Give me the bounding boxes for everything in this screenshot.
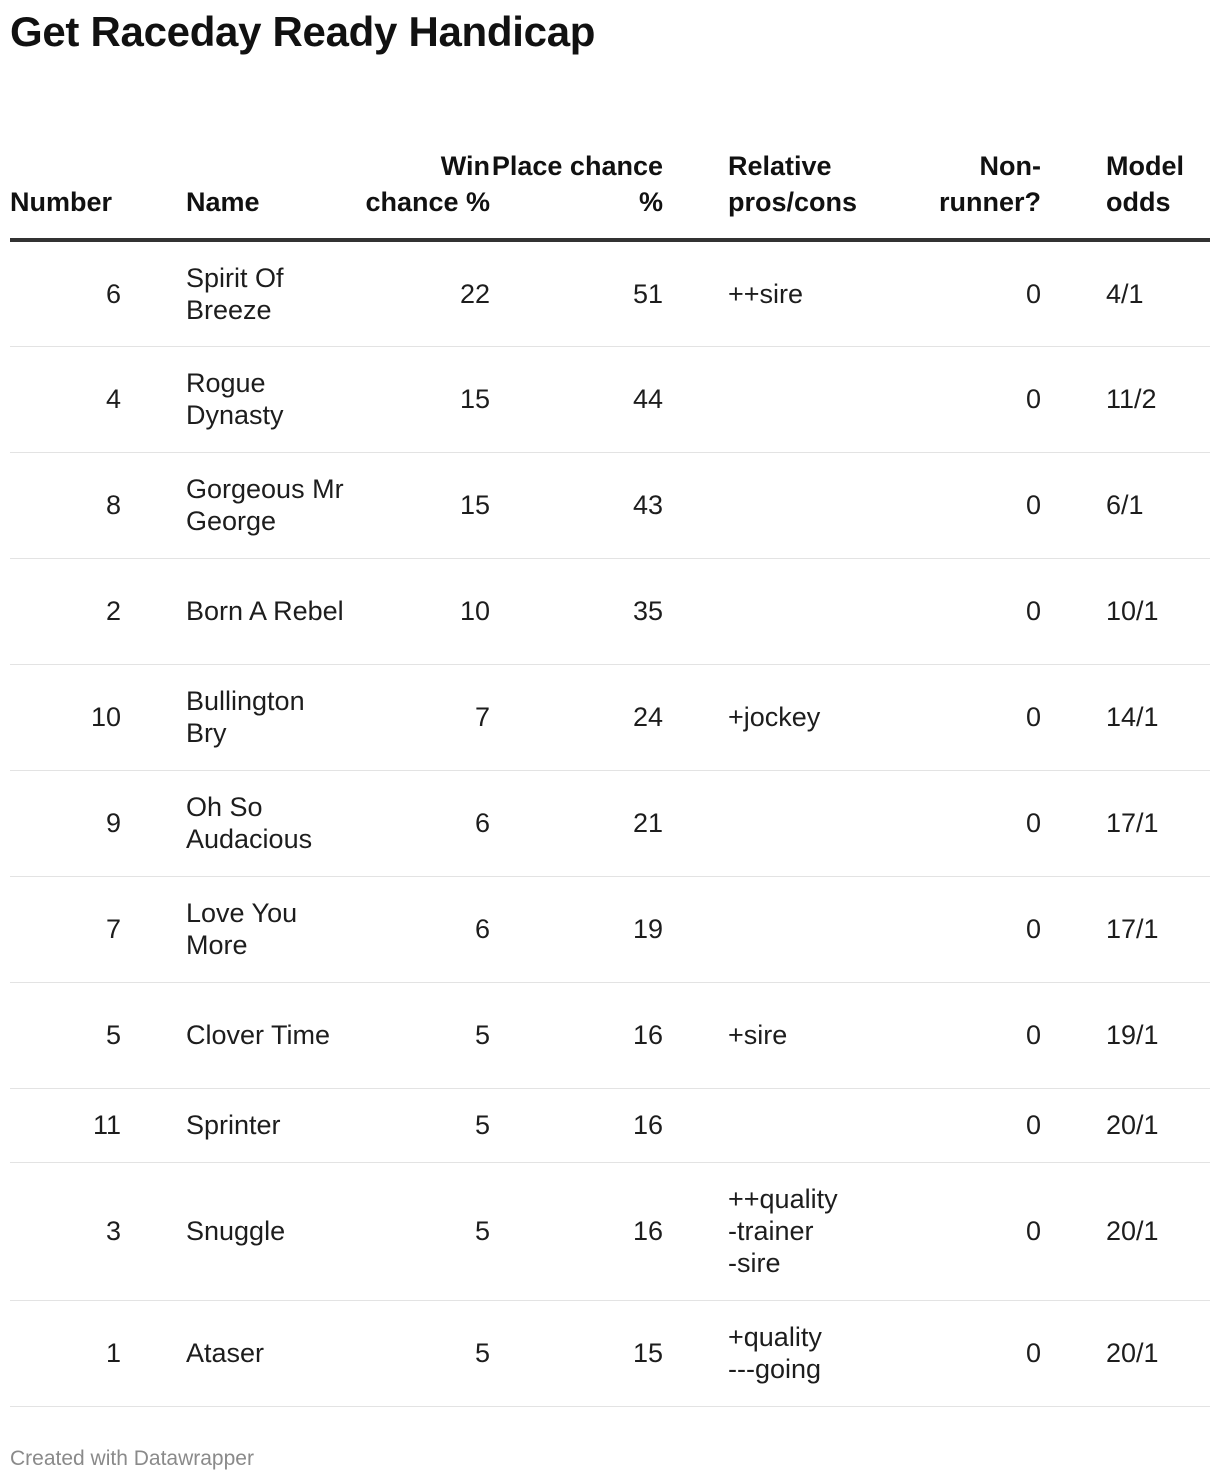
- cell-non-runner: 0: [896, 876, 1041, 982]
- table-row: [10, 982, 1210, 1088]
- cell-non-runner: 0: [896, 346, 1041, 452]
- cell-number: 2: [10, 558, 121, 664]
- pros-cons-item: -trainer: [728, 1216, 814, 1246]
- cell-model-odds: 14/1: [1106, 664, 1210, 770]
- cell-pros-cons: [728, 346, 896, 452]
- cell-non-runner: 0: [896, 240, 1041, 346]
- cell-place-chance: 43: [490, 452, 663, 558]
- cell-win-chance: 5: [346, 982, 490, 1088]
- header-row: [10, 112, 1210, 240]
- cell-non-runner: 0: [896, 452, 1041, 558]
- cell-place-chance: 16: [490, 1162, 663, 1300]
- cell-win-chance: 5: [346, 1088, 490, 1162]
- cell-win-chance: 22: [346, 240, 490, 346]
- pros-cons-item: +quality: [728, 1322, 822, 1352]
- footer-credit: Created with Datawrapper: [10, 1447, 254, 1470]
- table-row: [10, 1300, 1210, 1406]
- cell-number: 4: [10, 346, 121, 452]
- cell-pros-cons: [728, 876, 896, 982]
- header-win-chance[interactable]: Win chance %: [346, 112, 490, 240]
- cell-place-chance: 51: [490, 240, 663, 346]
- header-non-runner[interactable]: Non-runner?: [896, 112, 1041, 240]
- cell-number: 11: [10, 1088, 121, 1162]
- pros-cons-item: ++sire: [728, 278, 804, 309]
- pros-cons-item: -sire: [728, 1248, 781, 1278]
- cell-win-chance: 5: [346, 1162, 490, 1300]
- table-row: [10, 876, 1210, 982]
- cell-place-chance: 16: [490, 982, 663, 1088]
- cell-pros-cons: [728, 982, 896, 1088]
- cell-place-chance: 44: [490, 346, 663, 452]
- cell-model-odds: 6/1: [1106, 452, 1210, 558]
- cell-model-odds: 17/1: [1106, 876, 1210, 982]
- cell-place-chance: 24: [490, 664, 663, 770]
- cell-non-runner: 0: [896, 664, 1041, 770]
- table-body: [10, 240, 1210, 1406]
- header-place-chance[interactable]: Place chance %: [490, 112, 663, 240]
- table-row: [10, 1088, 1210, 1162]
- cell-model-odds: 4/1: [1106, 240, 1210, 346]
- cell-number: 7: [10, 876, 121, 982]
- cell-non-runner: 0: [896, 558, 1041, 664]
- cell-name: Snuggle: [186, 1162, 346, 1300]
- cell-name: Ataser: [186, 1300, 346, 1406]
- cell-win-chance: 5: [346, 1300, 490, 1406]
- cell-place-chance: 16: [490, 1088, 663, 1162]
- cell-name: Gorgeous Mr George: [186, 452, 346, 558]
- table-row: [10, 770, 1210, 876]
- cell-pros-cons: [728, 1162, 896, 1300]
- cell-place-chance: 35: [490, 558, 663, 664]
- table-row: [10, 346, 1210, 452]
- cell-name: Born A Rebel: [186, 558, 346, 664]
- cell-place-chance: 15: [490, 1300, 663, 1406]
- pros-cons-item: +jockey: [728, 702, 821, 732]
- cell-non-runner: 0: [896, 770, 1041, 876]
- cell-place-chance: 21: [490, 770, 663, 876]
- cell-name: Spirit Of Breeze: [186, 240, 346, 346]
- cell-pros-cons: [728, 664, 896, 770]
- cell-number: 5: [10, 982, 121, 1088]
- table-row: [10, 240, 1210, 346]
- pros-cons-item: ---going: [728, 1354, 822, 1384]
- pros-cons-item: +sire: [728, 1020, 788, 1050]
- cell-model-odds: 20/1: [1106, 1162, 1210, 1300]
- cell-win-chance: 15: [346, 346, 490, 452]
- cell-win-chance: 7: [346, 664, 490, 770]
- cell-win-chance: 6: [346, 876, 490, 982]
- cell-pros-cons: [728, 558, 896, 664]
- header-pros-cons[interactable]: Relative pros/cons: [728, 112, 896, 240]
- cell-name: Rogue Dynasty: [186, 346, 346, 452]
- cell-pros-cons: [728, 770, 896, 876]
- cell-pros-cons: [728, 240, 896, 346]
- table-row: [10, 452, 1210, 558]
- cell-pros-cons: [728, 452, 896, 558]
- pros-cons-item: ++quality: [728, 1184, 838, 1214]
- cell-number: 10: [10, 664, 121, 770]
- cell-number: 6: [10, 240, 121, 346]
- cell-number: 3: [10, 1162, 121, 1300]
- cell-non-runner: 0: [896, 982, 1041, 1088]
- cell-non-runner: 0: [896, 1162, 1041, 1300]
- cell-non-runner: 0: [896, 1300, 1041, 1406]
- cell-model-odds: 20/1: [1106, 1300, 1210, 1406]
- header-number[interactable]: Number: [10, 112, 121, 240]
- cell-number: 1: [10, 1300, 121, 1406]
- cell-model-odds: 11/2: [1106, 346, 1210, 452]
- cell-non-runner: 0: [896, 1088, 1041, 1162]
- cell-name: Bullington Bry: [186, 664, 346, 770]
- cell-name: Clover Time: [186, 982, 346, 1088]
- table-row: [10, 664, 1210, 770]
- cell-win-chance: 6: [346, 770, 490, 876]
- cell-name: Love You More: [186, 876, 346, 982]
- cell-name: Sprinter: [186, 1088, 346, 1162]
- cell-model-odds: 20/1: [1106, 1088, 1210, 1162]
- header-name[interactable]: Name: [186, 112, 346, 240]
- cell-win-chance: 15: [346, 452, 490, 558]
- cell-model-odds: 17/1: [1106, 770, 1210, 876]
- cell-pros-cons: [728, 1300, 896, 1406]
- cell-place-chance: 19: [490, 876, 663, 982]
- cell-pros-cons: [728, 1088, 896, 1162]
- table-row: [10, 1162, 1210, 1300]
- race-table: [10, 112, 1210, 1407]
- cell-name: Oh So Audacious: [186, 770, 346, 876]
- cell-number: 9: [10, 770, 121, 876]
- table-row: [10, 558, 1210, 664]
- cell-win-chance: 10: [346, 558, 490, 664]
- header-model-odds[interactable]: Model odds: [1106, 112, 1210, 240]
- cell-model-odds: 10/1: [1106, 558, 1210, 664]
- cell-number: 8: [10, 452, 121, 558]
- cell-model-odds: 19/1: [1106, 982, 1210, 1088]
- chart-title: Get Raceday Ready Handicap: [10, 8, 596, 55]
